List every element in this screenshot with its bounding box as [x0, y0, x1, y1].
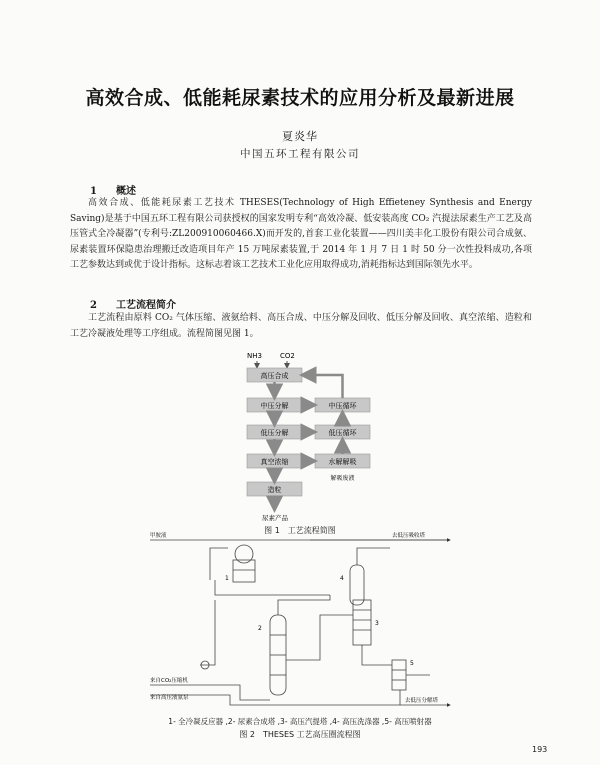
section-1-paragraph: 高效合成、低能耗尿素工艺技术 THESES(Technology of High Effieteney Synthesis and Energy Saving)是基于中国五环工程有限公司获授权的国家发明专利“高效冷凝、低安装高度 CO₂ 汽提法尿素生产工艺及高压管式全冷凝器”(专利号:ZL200910060466.X)而开发的,首套工业化装置——四川美丰化工股份有限公司合成氨、尿素装置环保隐患治理搬迁改造项目年产 15 万吨尿素装置,于 2014 年 1 月 7 日 1 时 50 分一次性投料成功,各项工艺参数达到或优于设计指标。这标志着该工艺技术工业化应用取得成功,消耗指标达到国际领先水平。: [70, 198, 532, 271]
section-2-title: 工艺流程简介: [116, 300, 176, 311]
figure-2-legend: 1- 全冷凝反应器 ,2- 尿素合成塔 ,3- 高压汽提塔 ,4- 高压洗涤器 ,5- 高压喷射器: [168, 717, 432, 726]
author-name: 夏炎华: [282, 130, 318, 143]
equipment-number-5: 5: [410, 660, 414, 667]
equipment-number-2: 2: [258, 625, 262, 632]
equipment-5-hp-ejector: [392, 660, 406, 690]
box-low-pressure-recycle-label: 低压循环: [328, 429, 357, 437]
page-number: 193: [532, 745, 548, 754]
line-scrubber-top: [357, 548, 390, 565]
input-co2-label: CO2: [280, 352, 295, 360]
equipment-number-3: 3: [375, 620, 379, 627]
line-left-loop: [200, 600, 215, 665]
line-from-reactor: [215, 580, 330, 595]
section-1-title: 概述: [116, 186, 136, 197]
section-2-paragraph: 工艺流程由原料 CO₂ 气体压缩、液氨给料、高压合成、中压分解及回收、低压分解及回收、真空浓缩、造粒和工艺冷凝液处理等工序组成。流程简图见图 1。: [70, 313, 532, 339]
figure-2-caption: 图 2 THESES 工艺高压圈流程图: [239, 730, 361, 739]
equipment-number-1: 1: [225, 575, 229, 582]
box-high-pressure-synthesis-label: 高压合成: [260, 372, 289, 380]
equipment-number-4: 4: [340, 575, 344, 582]
paper-title: 高效合成、低能耗尿素技术的应用分析及最新进展: [85, 87, 515, 109]
label-desorption-waste: 解吸废液: [330, 475, 355, 482]
box-medium-pressure-recycle-label: 中压循环: [328, 402, 357, 410]
box-hydrolysis-desorption-label: 水解解吸: [328, 458, 357, 466]
stream-label-to-lp-decomposer: 去低压分解塔: [405, 698, 439, 704]
equipment-3-hp-stripper: [353, 600, 371, 645]
stream-label-from-co2-compressor: 来自CO₂压缩机: [150, 678, 188, 684]
section-1-number: 1: [90, 186, 97, 197]
label-urea-product: 尿素产品: [262, 514, 288, 522]
stream-label-carbamate: 甲胺液: [150, 533, 167, 539]
box-prilling-label: 造粒: [267, 486, 282, 494]
equipment-4-hp-scrubber: [350, 565, 364, 605]
line-tower-to-stripper: [286, 615, 353, 660]
stream-label-from-nh3-pump: 来自高压液氨泵: [150, 695, 189, 701]
section-2-number: 2: [90, 300, 97, 311]
stream-label-to-lp-absorber: 去低压吸收塔: [392, 533, 426, 539]
input-nh3-label: NH3: [247, 352, 262, 360]
author-affiliation: 中国五环工程有限公司: [240, 148, 360, 160]
box-vacuum-concentration-label: 真空浓缩: [260, 458, 289, 466]
box-medium-pressure-decomposition-label: 中压分解: [260, 402, 289, 410]
figure-1-caption: 图 1 工艺流程简图: [264, 526, 336, 535]
line-tower-top: [278, 595, 330, 615]
line-stripper-to-ejector: [362, 645, 392, 665]
box-low-pressure-decomposition-label: 低压分解: [260, 429, 289, 437]
line-to-ejector: [350, 690, 400, 705]
